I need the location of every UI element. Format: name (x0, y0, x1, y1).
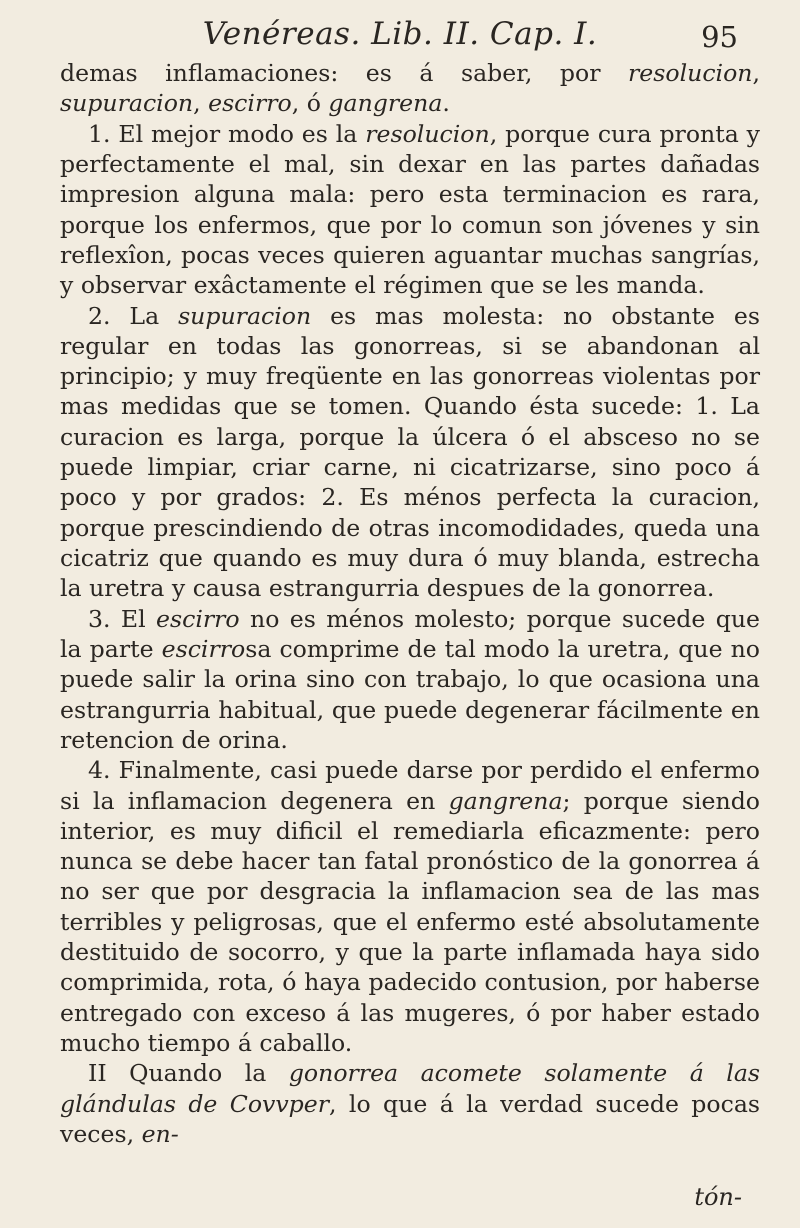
catchword: tón- (694, 1183, 742, 1211)
running-title: Venéreas. Lib. II. Cap. I. (202, 16, 598, 52)
page-body (60, 58, 760, 1149)
paragraph-cowper: II Quando la gonorrea acomete solamente á las glándulas de Covvper, lo que á la verdad sucede pocas veces, en- (60, 1059, 760, 1148)
paragraph-supuracion: 2. La supuracion es mas molesta: no obstante es regular en todas las gonorreas, si se abandonan al principio; y muy freqüente en las gonorreas violentas por mas medidas que se tomen. Quando ésta sucede: 1. La curacion es larga, porque la úlcera ó el absceso no se puede limpiar, criar carne, ni cicatrizarse, sino poco á poco y por grados: 2. Es ménos perfecta la curacion, porque prescindiendo de otras incomodidades, queda una cicatriz que quando es muy dura ó muy blanda, estrecha la uretra y causa estrangurria despues de la gonorrea. (60, 301, 760, 603)
paragraph-gangrena: 4. Finalmente, casi puede darse por perdido el enfermo si la inflamacion degenera en gangrena; porque siendo interior, es muy dificil el remediarla eficazmente: pero nunca se debe hacer tan fatal pronóstico de la gonorrea á no ser que por desgracia la inflamacion sea de las mas terribles y peligrosas, que el enfermo esté absolutamente destituido de socorro, y que la parte inflamada haya sido comprimida, rota, ó haya padecido contusion, por haberse entregado con exceso á las mugeres, ó por haber estado mucho tiempo á caballo. (60, 756, 761, 1057)
paragraph-continuation: demas inflamaciones: es á saber, por resolucion, supuracion, escirro, ó gangrena. (60, 59, 760, 118)
paragraph-resolucion: 1. El mejor modo es la resolucion, porque cura pronta y perfectamente el mal, sin dexar en las partes dañadas impresion alguna mala: pero esta terminacion es rara, porque los enfermos, que por lo comun son jóvenes y sin reflexîon, pocas veces quieren aguantar muchas sangrías, y observar exâctamente el régimen que se les manda. (60, 119, 760, 300)
page-header (0, 16, 800, 56)
page-number: 95 (701, 20, 738, 54)
paragraph-escirro: 3. El escirro no es ménos molesto; porque sucede que la parte escirrosa comprime de tal modo la uretra, que no puede salir la orina sino con trabajo, lo que ocasiona una estrangurria habitual, que puede degenerar fácilmente en retencion de orina. (60, 604, 761, 754)
